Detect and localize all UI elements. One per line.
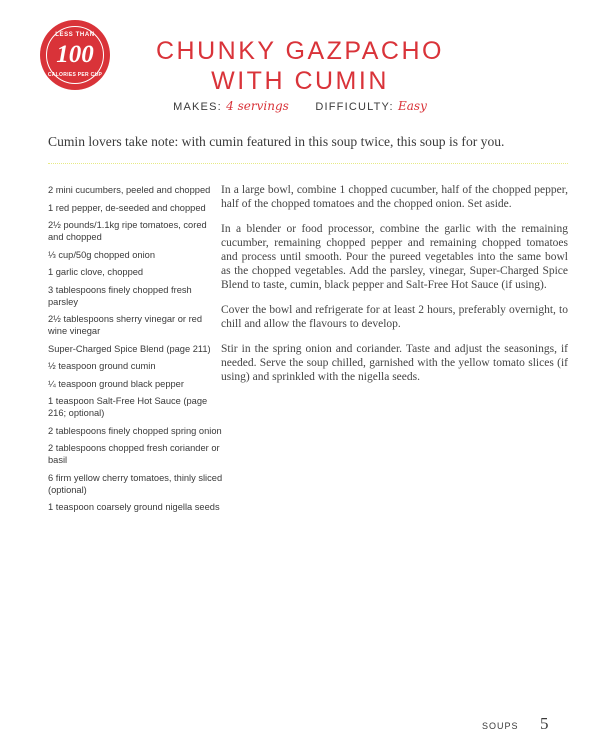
ingredient-item: ⅓ cup/50g chopped onion: [48, 249, 156, 260]
difficulty-value: Easy: [398, 99, 427, 113]
ingredient-item: 2½ pounds/1.1kg ripe tomatoes, cored and chopped: [48, 220, 207, 242]
ingredient-item: 1 red pepper, de-seeded and chopped: [48, 202, 206, 213]
ingredient-item: ¼ teaspoon ground black pepper: [48, 378, 184, 389]
ingredient-item: 1 teaspoon coarsely ground nigella seeds: [48, 502, 220, 512]
calorie-badge: [40, 20, 110, 90]
page-number: 5: [540, 714, 549, 733]
method-step: Stir in the spring onion and coriander. Taste and adjust the seasonings, if needed. Serve the soup chilled, garnished with the yellow tomato slices (if using) and sprinkled with the nigella seeds.: [221, 343, 568, 383]
section-divider: [48, 163, 568, 164]
recipe-title-line-1: CHUNKY GAZPACHO: [155, 37, 444, 65]
ingredient-item: 2 mini cucumbers, peeled and chopped: [48, 185, 211, 195]
ingredient-item: 2½ tablespoons sherry vinegar or red wine vinegar: [48, 314, 203, 336]
ingredient-item: 1 teaspoon Salt-Free Hot Sauce (page 216; optional): [48, 396, 208, 418]
ingredient-item: ½ teaspoon ground cumin: [48, 361, 156, 371]
ingredient-list: [48, 184, 223, 519]
method-step: In a blender or food processor, combine the garlic with the remaining cucumber, remaining chopped pepper and remaining chopped tomatoes and process until smooth. Pour the pureed vegetables into the same bowl as the chopped vegetables. Add the parsley, vinegar, Super-Charged Spice Blend to taste, cumin, black pepper and Salt-Free Hot Sauce (if using).: [221, 223, 568, 291]
ingredient-item: 2 tablespoons finely chopped spring onion: [48, 425, 222, 436]
method-step: In a large bowl, combine 1 chopped cucumber, half of the chopped pepper, half of the chopped tomatoes and the chopped onion. Set aside.: [221, 184, 568, 210]
ingredient-item: Super-Charged Spice Blend (page 211): [48, 343, 211, 354]
makes-label: MAKES:: [173, 101, 222, 113]
recipe-title-line-2: WITH CUMIN: [211, 67, 389, 95]
ingredient-item: 1 garlic clove, chopped: [48, 267, 144, 277]
badge-top-text: LESS THAN: [55, 32, 95, 38]
ingredient-item: 6 firm yellow cherry tomatoes, thinly sliced (optional): [48, 472, 223, 495]
recipe-meta: [120, 99, 480, 113]
method-steps: [221, 183, 568, 395]
difficulty-label: DIFFICULTY:: [315, 101, 394, 113]
method-step: Cover the bowl and refrigerate for at least 2 hours, preferably overnight, to chill and allow the flavours to develop.: [221, 304, 568, 330]
recipe-intro: Cumin lovers take note: with cumin featured in this soup twice, this soup is for you.: [48, 134, 505, 149]
ingredient-item: 2 tablespoons chopped fresh coriander or basil: [48, 443, 220, 465]
section-label: SOUPS: [482, 721, 519, 731]
makes-value: 4 servings: [226, 99, 289, 113]
badge-number: 100: [56, 41, 94, 68]
ingredient-item: 3 tablespoons finely chopped fresh parsley: [48, 284, 192, 307]
badge-bottom-text: CALORIES PER CUP: [47, 72, 103, 78]
